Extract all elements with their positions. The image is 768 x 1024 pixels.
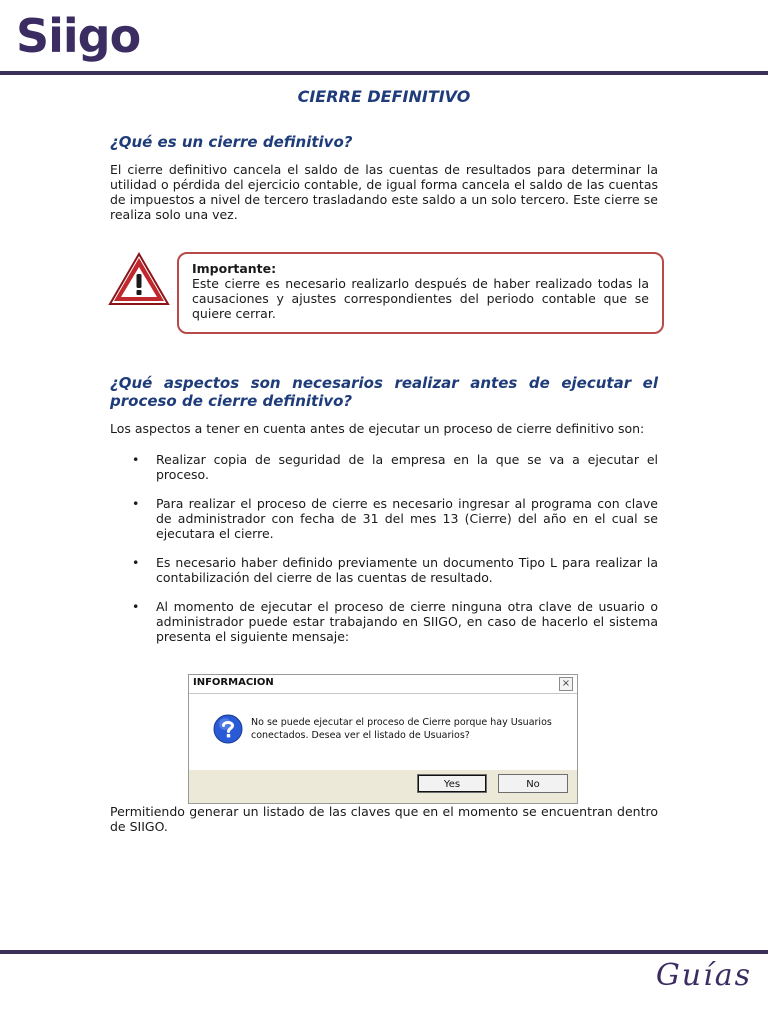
document-body	[110, 86, 658, 834]
bullet-icon: •	[132, 555, 140, 570]
warning-icon	[108, 252, 170, 306]
dialog-body	[189, 694, 577, 770]
aspects-list	[110, 452, 658, 644]
section-intro-aspects: Los aspectos a tener en cuenta antes de ejecutar un proceso de cierre definitivo son:	[110, 421, 645, 436]
list-item-text: Realizar copia de seguridad de la empresa en la que se va a ejecutar el proceso.	[156, 452, 658, 482]
bullet-icon: •	[132, 496, 140, 511]
list-item	[110, 599, 658, 644]
list-item	[110, 452, 658, 482]
information-dialog-screenshot	[188, 674, 578, 804]
list-item	[110, 555, 658, 585]
list-item-text: Para realizar el proceso de cierre es necesario ingresar al programa con clave de administrador con fecha de 31 del mes 13 (Cierre) del año en el cual se ejecutara el cierre.	[156, 496, 658, 541]
footer-divider	[0, 950, 768, 954]
important-notice-box	[177, 252, 664, 334]
list-item-text: Al momento de ejecutar el proceso de cierre ninguna otra clave de usuario o administrador puede estar trabajando en SIIGO, en caso de hacerlo el sistema presenta el siguiente mensaje:	[156, 599, 658, 644]
notice-text: Este cierre es necesario realizarlo después de haber realizado todas la causaciones y ajustes correspondientes del periodo contable que se quiere cerrar.	[192, 276, 649, 321]
dialog-titlebar	[189, 675, 577, 694]
important-notice-row	[110, 252, 658, 352]
question-icon	[213, 714, 243, 744]
section-heading-aspects: ¿Qué aspectos son necesarios realizar antes de ejecutar el proceso de cierre definitivo?	[110, 374, 658, 410]
siigo-logo: Siigo	[16, 9, 141, 63]
header-divider	[0, 71, 768, 75]
guias-brand: Guías	[655, 958, 752, 993]
section-paragraph-what-is: El cierre definitivo cancela el saldo de las cuentas de resultados para determinar la utilidad o pérdida del ejercicio contable, de igual forma cancela el saldo de las cuentas de impuestos a nivel de tercero trasladando este saldo a un solo tercero. Este cierre se realiza solo una vez.	[110, 162, 658, 222]
dialog-title: INFORMACION	[193, 677, 274, 688]
no-button[interactable]: No	[498, 774, 568, 793]
bullet-icon: •	[132, 599, 140, 614]
document-title: CIERRE DEFINITIVO	[297, 87, 471, 106]
dialog-message: No se puede ejecutar el proceso de Cierre porque hay Usuarios conectados. Desea ver el listado de Usuarios?	[251, 717, 552, 741]
notice-title: Importante:	[192, 261, 277, 276]
section-heading-what-is: ¿Qué es un cierre definitivo?	[110, 133, 353, 151]
closing-paragraph: Permitiendo generar un listado de las claves que en el momento se encuentran dentro de SIIGO.	[110, 804, 658, 834]
list-item-text: Es necesario haber definido previamente un documento Tipo L para realizar la contabilización del cierre de las cuentas de resultado.	[156, 555, 658, 585]
yes-button[interactable]: Yes	[417, 774, 487, 793]
bullet-icon: •	[132, 452, 140, 467]
close-icon[interactable]: ×	[559, 677, 573, 691]
list-item	[110, 496, 658, 541]
